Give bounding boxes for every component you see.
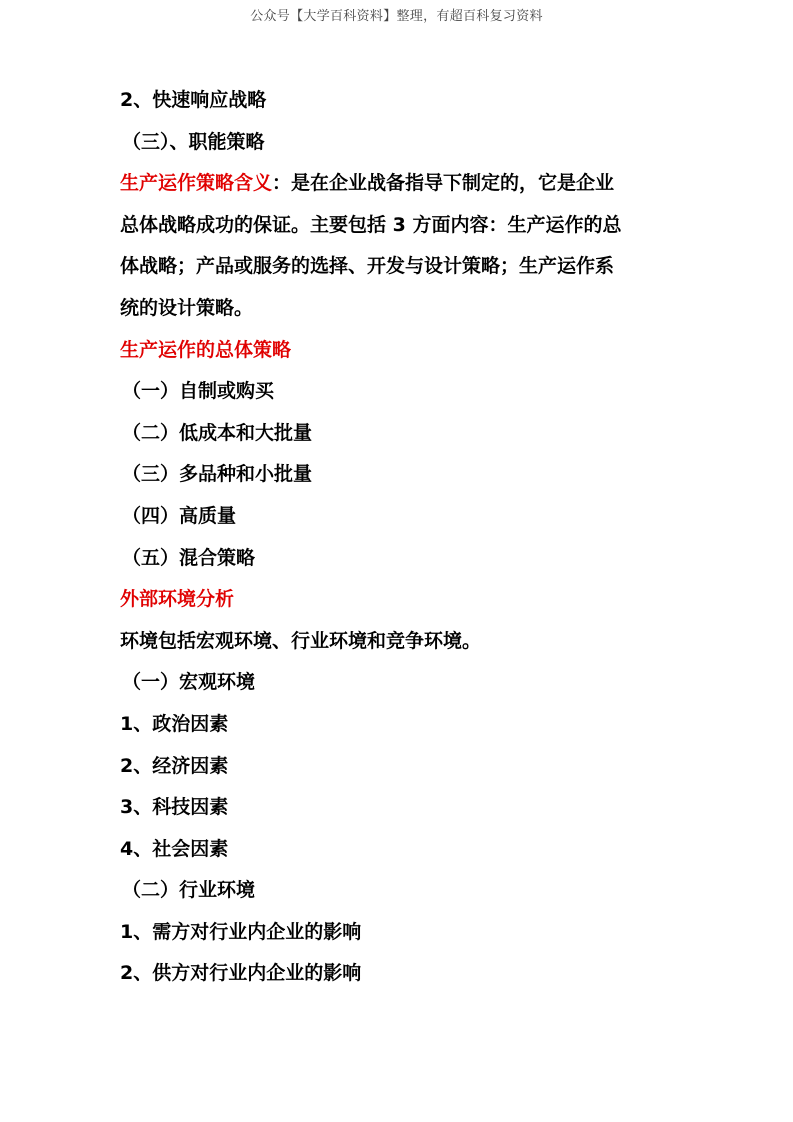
environment-intro: 环境包括宏观环境、行业环境和竞争环境。 <box>120 629 482 652</box>
list-item-political: 1、政治因素 <box>120 712 229 735</box>
paragraph-production-strategy-definition <box>120 163 680 329</box>
list-item-mixed: （五）混合策略 <box>122 546 256 569</box>
list-item-variety: （三）多品种和小批量 <box>122 463 313 486</box>
paragraph-line-4: 统的设计策略。 <box>120 296 254 319</box>
list-item-suppliers: 2、供方对行业内企业的影响 <box>120 962 362 985</box>
heading-macro-environment: （一）宏观环境 <box>122 671 256 694</box>
list-item-low-cost: （二）低成本和大批量 <box>122 421 313 444</box>
paragraph-line-3: 体战略；产品或服务的选择、开发与设计策略；生产运作系 <box>120 255 615 278</box>
list-item-high-quality: （四）高质量 <box>122 504 237 527</box>
list-item-make-or-buy: （一）自制或购买 <box>122 380 275 403</box>
page-header: 公众号【大学百科资料】整理，有超百科复习资料 <box>250 9 543 24</box>
term-production-strategy: 生产运作策略含义 <box>120 172 273 195</box>
list-item-buyers: 1、需方对行业内企业的影响 <box>120 920 362 943</box>
heading-external-environment: 外部环境分析 <box>120 588 235 611</box>
heading-quick-response: 2、快速响应战略 <box>120 89 267 111</box>
heading-overall-strategy: 生产运作的总体策略 <box>120 338 292 361</box>
list-item-social: 4、社会因素 <box>120 837 229 860</box>
list-item-economic: 2、经济因素 <box>120 754 229 777</box>
heading-industry-environment: （二）行业环境 <box>122 879 256 902</box>
paragraph-line-1: ：是在企业战备指导下制定的，它是企业 <box>272 172 615 195</box>
list-item-technology: 3、科技因素 <box>120 796 229 819</box>
paragraph-line-2: 总体战略成功的保证。主要包括 3 方面内容：生产运作的总 <box>120 213 622 236</box>
heading-functional-strategy: （三）、职能策略 <box>122 130 265 153</box>
document-body <box>120 80 680 995</box>
